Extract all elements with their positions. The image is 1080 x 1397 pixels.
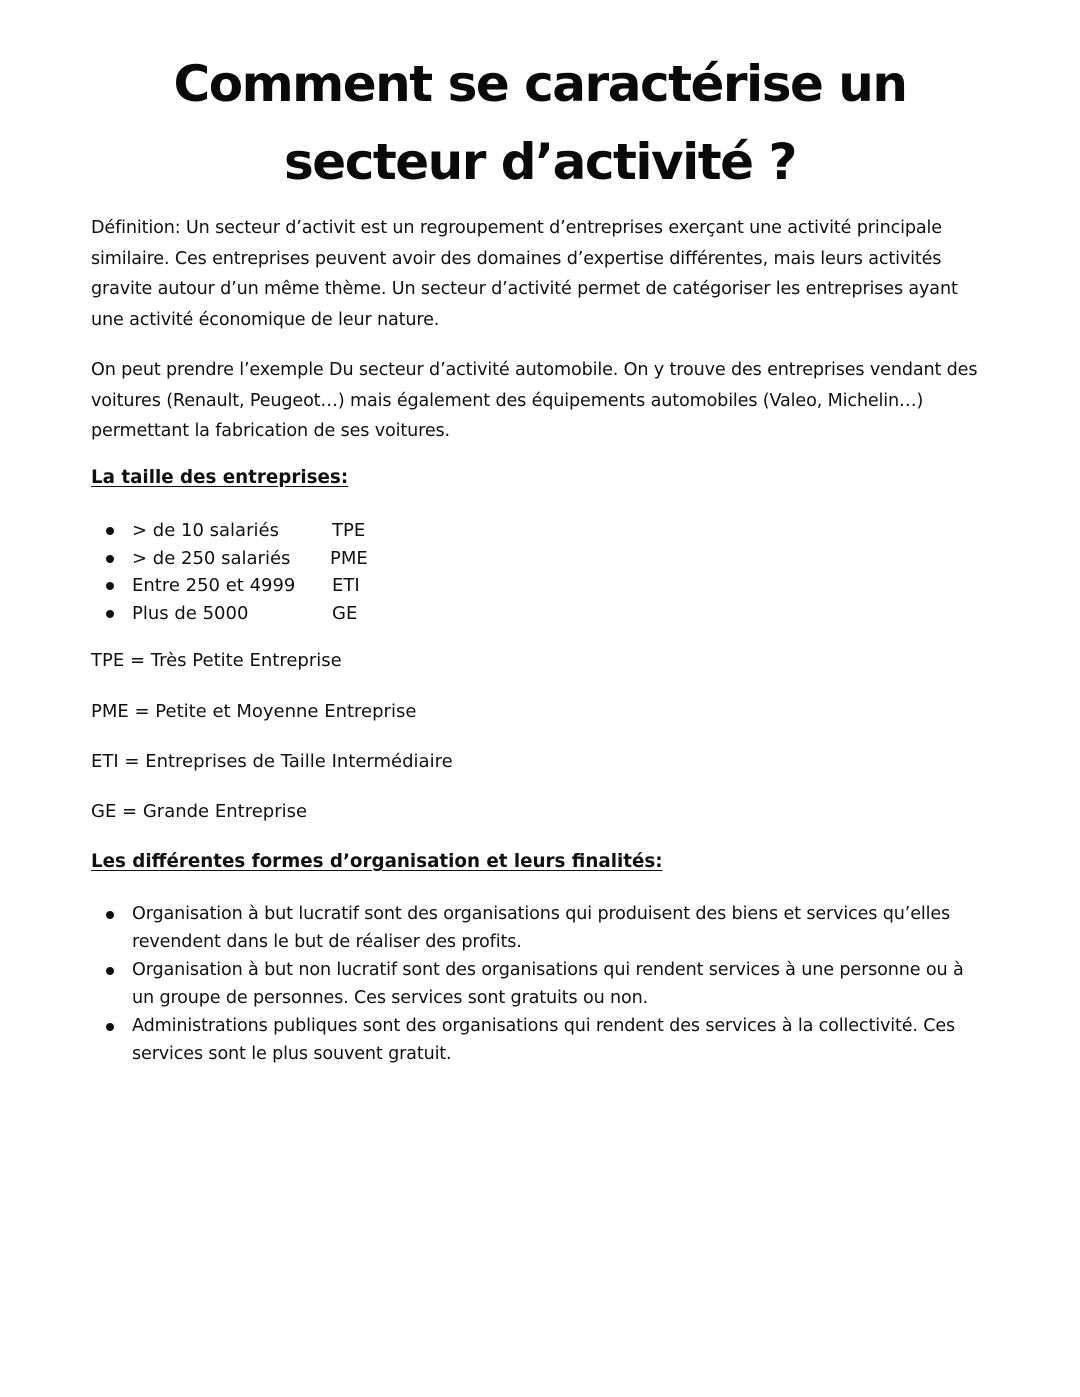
size-code: PME: [330, 547, 368, 569]
page-title: [0, 45, 1080, 201]
abbreviation-ge: GE = Grande Entreprise: [91, 801, 308, 822]
organisation-item: [100, 1012, 990, 1068]
example-paragraph: On peut prendre l’exemple Du secteur d’activité automobile. On y trouve des entreprises vendant des voitures (Renault, Peugeot…) mais également des équipements automobiles (Valeo, Michelin…) permettant la fabrication de ses voitures.: [91, 360, 978, 441]
size-item: [100, 600, 368, 628]
size-code: ETI: [332, 575, 360, 597]
size-code: GE: [332, 603, 358, 625]
size-list: [100, 517, 368, 628]
bullet-icon: [106, 967, 114, 975]
size-label: Plus de 5000: [132, 603, 249, 625]
organisation-item: [100, 900, 990, 956]
size-label: > de 10 salariés: [132, 520, 279, 541]
bullet-icon: [106, 555, 114, 563]
size-label: Entre 250 et 4999: [132, 575, 296, 597]
size-item: [100, 545, 368, 573]
abbreviation-eti: ETI = Entreprises de Taille Intermédiaire: [91, 751, 453, 772]
size-item: [100, 517, 368, 545]
size-label: > de 250 salariés: [132, 547, 291, 569]
bullet-icon: [106, 911, 114, 919]
organisation-text: Administrations publiques sont des organisations qui rendent des services à la collectivité. Ces services sont le plus souvent gratuit.: [132, 1016, 956, 1064]
bullet-icon: [106, 582, 114, 590]
title-line-1: Comment se caractérise un: [173, 55, 907, 113]
bullet-icon: [106, 610, 114, 618]
organisation-heading: Les différentes formes d’organisation et leurs finalités:: [91, 851, 663, 872]
definition-paragraph: Définition: Un secteur d’activit est un regroupement d’entreprises exerçant une activité principale similaire. Ces entreprises peuvent avoir des domaines d’expertise différentes, mais leurs activités gravite autour d’un même thème. Un secteur d’activité permet de catégoriser les entreprises ayant une activité économique de leur nature.: [91, 218, 958, 330]
bullet-icon: [106, 527, 114, 535]
organisation-text: Organisation à but lucratif sont des organisations qui produisent des biens et services qu’elles revendent dans le but de réaliser des profits.: [132, 904, 951, 952]
organisation-list: [100, 900, 990, 1068]
organisation-item: [100, 956, 990, 1012]
size-item: [100, 572, 368, 600]
title-line-2: secteur d’activité ?: [284, 133, 796, 191]
bullet-icon: [106, 1023, 114, 1031]
organisation-text: Organisation à but non lucratif sont des organisations qui rendent services à une personne ou à un groupe de personnes. Ces services sont gratuits ou non.: [132, 960, 964, 1008]
abbreviation-pme: PME = Petite et Moyenne Entreprise: [91, 701, 417, 722]
size-heading: La taille des entreprises:: [91, 467, 349, 488]
abbreviation-tpe: TPE = Très Petite Entreprise: [91, 650, 342, 671]
size-code: TPE: [332, 520, 366, 541]
